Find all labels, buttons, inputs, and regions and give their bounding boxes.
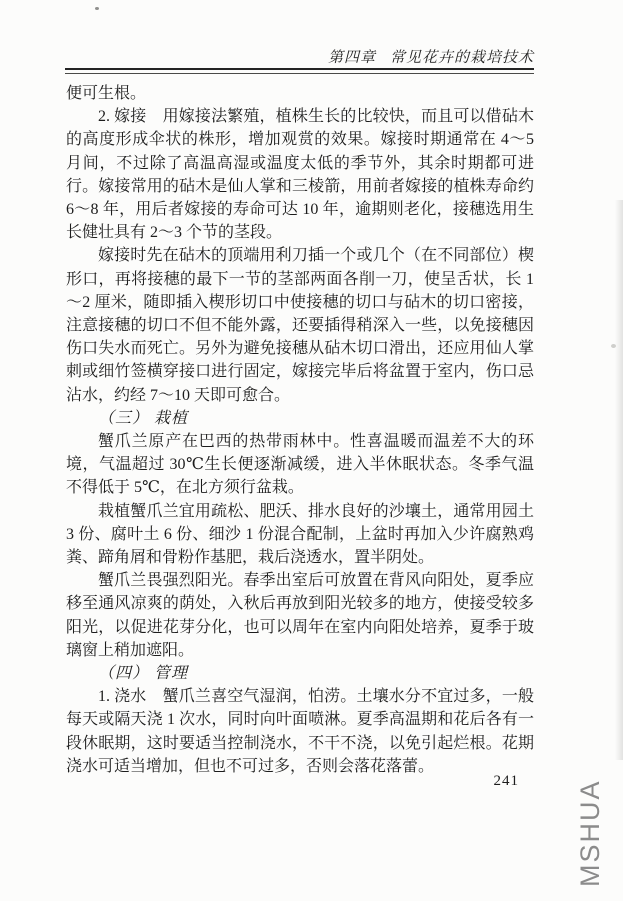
paragraph: 1. 浇水 蟹爪兰喜空气湿润，怕涝。土壤水分不宜过多，一般每天或隔天浇 1 次水，同时向叶面喷淋。夏季高温期和花后各有一段休眠期，这时要适当控制浇水，不干不浇，以免引起烂根。花期浇水可适当增加，但也不可过多，否则会落花落蕾。: [66, 688, 534, 775]
paragraph: 蟹爪兰畏强烈阳光。春季出室后可放置在背风向阳处，夏季应移至通风凉爽的荫处，入秋后再放到阳光较多的地方，使接受较多阳光，以促进花芽分化，也可以周年在室内向阳处培养，夏季于玻璃窗上稍加遮阳。: [66, 572, 534, 659]
scan-speck: [611, 344, 616, 348]
section-heading: （三） 栽植: [98, 409, 189, 427]
running-header: [66, 46, 534, 67]
paragraph: 2. 嫁接 用嫁接法繁殖，植株生长的比较快，而且可以借砧木的高度形成伞状的株形，增加观赏的效果。嫁接时期通常在 4～5 月间，不过除了高温高湿或温度太低的季节外，其余时期都可进行。嫁接常用的砧木是仙人掌和三棱箭，用前者嫁接的植株寿命约 6～8 年，用后者嫁接的寿命可达 10 年，逾期则老化，接穗选用生长健壮具有 2～3 个节的茎段。: [66, 108, 534, 242]
paragraph: 蟹爪兰原产在巴西的热带雨林中。性喜温暖而温差不大的环境，气温超过 30℃生长便逐渐减缓，进入半休眠状态。冬季气温不得低于 5℃，在北方须行盆栽。: [66, 433, 534, 497]
body-text: [66, 82, 534, 778]
scan-speck: [95, 7, 99, 10]
paragraph: 栽植蟹爪兰宜用疏松、肥沃、排水良好的沙壤土，通常用园土 3 份、腐叶土 6 份、细沙 1 份混合配制，上盆时再加入少许腐熟鸡粪、蹄角屑和骨粉作基肥，栽后浇透水，置半阴处。: [66, 502, 534, 567]
scan-edge-streak: [615, 200, 623, 760]
watermark: MSHUA: [575, 779, 605, 887]
chapter-title: 常见花卉的栽培技术: [389, 50, 534, 66]
paragraph: 嫁接时先在砧木的顶端用利刀插一个或几个（在不同部位）楔形口，再将接穗的最下一节的茎部两面各削一刀，使呈舌状，长 1～2 厘米，随即插入楔形切口中使接穗的切口与砧木的切口密接，注意接穗的切口不但不能外露，还要插得稍深入一些，以免接穗因伤口失水而死亡。另外为避免接穗从砧木切口滑出，还应用仙人掌刺或细竹签横穿接口进行固定，嫁接完毕后将盆置于室内，伤口忌沾水，约经 7～10 天即可愈合。: [66, 247, 534, 404]
section-heading: （四） 管理: [98, 665, 189, 683]
header-divider: [65, 68, 534, 74]
chapter-label: 第四章: [327, 50, 376, 66]
page-number: 241: [493, 773, 519, 789]
paragraph: 便可生根。: [66, 85, 147, 102]
